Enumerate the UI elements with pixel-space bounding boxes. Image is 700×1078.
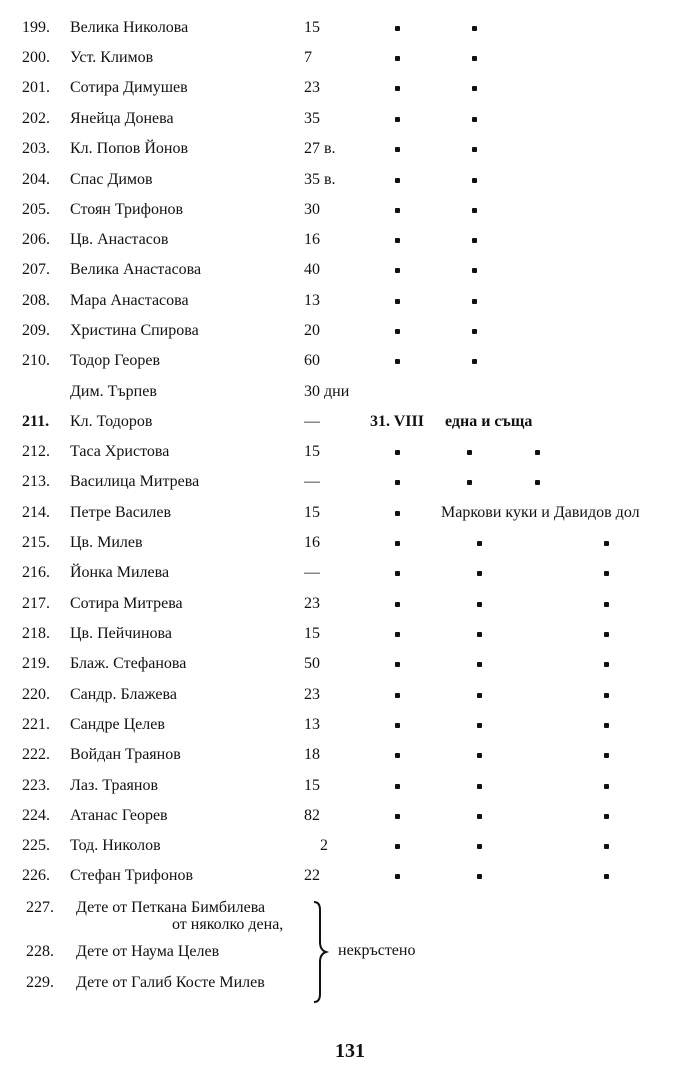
ditto-mark (395, 178, 400, 183)
entry-number: 222. (22, 746, 50, 763)
list-item (0, 834, 700, 858)
ditto-mark (395, 56, 400, 61)
ditto-mark (472, 299, 477, 304)
entry-number: 216. (22, 564, 50, 581)
list-item (0, 380, 700, 404)
ditto-mark (477, 784, 482, 789)
list-item (0, 289, 700, 313)
entry-age: 7 (304, 49, 312, 66)
entry-age: 30 дни (304, 383, 350, 400)
entry-name: Цв. Анастасов (70, 231, 169, 248)
entry-number: 211. (22, 413, 50, 430)
list-item (0, 46, 700, 70)
entry-age: 27 в. (304, 140, 336, 157)
list-item (0, 774, 700, 798)
ditto-mark (535, 480, 540, 485)
list-item (0, 592, 700, 616)
entry-age: 15 (304, 504, 320, 521)
entry-number: 224. (22, 807, 50, 824)
ditto-mark (467, 480, 472, 485)
ditto-mark (472, 56, 477, 61)
entry-age: 60 (304, 352, 320, 369)
ditto-mark (395, 86, 400, 91)
list-item (0, 652, 700, 676)
list-item (0, 622, 700, 646)
entry-age: 2 (320, 837, 328, 854)
ditto-mark (472, 359, 477, 364)
ditto-mark (477, 632, 482, 637)
entry-number: 203. (22, 140, 50, 157)
ditto-mark (604, 602, 609, 607)
list-item (0, 319, 700, 343)
ditto-mark (477, 723, 482, 728)
entry-age: — (304, 564, 320, 581)
entry-name: Велика Николова (70, 19, 189, 36)
ditto-mark (604, 753, 609, 758)
entry-number: 201. (22, 79, 50, 96)
list-item (0, 864, 700, 888)
entry-name: Спас Димов (70, 171, 153, 188)
ditto-mark (477, 541, 482, 546)
ditto-mark (604, 632, 609, 637)
entry-number: 227. (26, 899, 54, 916)
ditto-mark (477, 662, 482, 667)
list-item (0, 470, 700, 494)
ditto-mark (395, 208, 400, 213)
ditto-mark (395, 784, 400, 789)
entry-number: 210. (22, 352, 50, 369)
entry-age: 16 (304, 231, 320, 248)
ditto-mark (472, 329, 477, 334)
list-item (0, 168, 700, 192)
ditto-mark (472, 208, 477, 213)
ditto-mark (395, 268, 400, 273)
list-item (0, 561, 700, 585)
entry-name: Кл. Попов Йонов (70, 140, 188, 157)
entry-number: 208. (22, 292, 50, 309)
entry-name: Лаз. Траянов (70, 777, 159, 794)
list-item (0, 410, 700, 434)
ditto-mark (604, 784, 609, 789)
right-brace-icon (311, 900, 331, 1004)
entry-number: 229. (26, 974, 54, 991)
ditto-mark (395, 693, 400, 698)
place-note: Маркови куки и Давидов дол (441, 504, 640, 521)
entry-number: 209. (22, 322, 50, 339)
ditto-mark (395, 329, 400, 334)
entry-age: — (304, 413, 320, 430)
entry-name: Тод. Николов (70, 837, 161, 854)
entry-name: Таса Христова (70, 443, 170, 460)
entry-age: 13 (304, 716, 320, 733)
entry-number: 228. (26, 943, 54, 960)
entry-number: 217. (22, 595, 50, 612)
same-place-note: една и съща (445, 413, 533, 430)
ditto-mark (395, 238, 400, 243)
entry-name: Дете от Наума Целев (76, 943, 220, 960)
list-item (0, 349, 700, 373)
list-item (0, 804, 700, 828)
entry-name: Дете от Петкана Бимбилева (76, 899, 266, 916)
entry-number: 226. (22, 867, 50, 884)
entry-name: Сандр. Блажева (70, 686, 177, 703)
entry-name: Цв. Милев (70, 534, 143, 551)
list-item (0, 971, 700, 995)
ditto-mark (477, 571, 482, 576)
entry-age: 13 (304, 292, 320, 309)
entry-age: 23 (304, 686, 320, 703)
ditto-mark (477, 814, 482, 819)
ditto-mark (477, 693, 482, 698)
ditto-mark (604, 693, 609, 698)
ditto-mark (472, 86, 477, 91)
entry-age: 15 (304, 19, 320, 36)
entry-name: Цв. Пейчинова (70, 625, 172, 642)
ditto-mark (395, 359, 400, 364)
entry-number: 218. (22, 625, 50, 642)
entry-number: 206. (22, 231, 50, 248)
page-number: 131 (335, 1040, 365, 1062)
ditto-mark (535, 450, 540, 455)
ditto-mark (395, 26, 400, 31)
ditto-mark (395, 299, 400, 304)
entry-number: 207. (22, 261, 50, 278)
entry-age: 35 в. (304, 171, 336, 188)
entry-number: 225. (22, 837, 50, 854)
entry-name: Йонка Милева (70, 564, 170, 581)
ditto-mark (604, 814, 609, 819)
ditto-mark (395, 511, 400, 516)
list-item (0, 107, 700, 131)
ditto-mark (477, 753, 482, 758)
ditto-mark (395, 147, 400, 152)
unbaptized-note: некръстено (338, 942, 416, 959)
ditto-mark (604, 844, 609, 849)
ditto-mark (472, 238, 477, 243)
list-item (0, 683, 700, 707)
entry-number: 204. (22, 171, 50, 188)
entry-number: 212. (22, 443, 50, 460)
entry-number: 223. (22, 777, 50, 794)
ditto-mark (477, 874, 482, 879)
ditto-mark (395, 844, 400, 849)
entry-name: Сандре Целев (70, 716, 165, 733)
list-item (0, 76, 700, 100)
entry-name: Уст. Климов (70, 49, 154, 66)
ditto-mark (467, 450, 472, 455)
entry-name: Христина Спирова (70, 322, 199, 339)
ditto-mark (472, 26, 477, 31)
entry-name-continuation: от няколко дена, (172, 916, 284, 933)
ditto-mark (472, 178, 477, 183)
entry-name: Стефан Трифонов (70, 867, 193, 884)
entry-number: 219. (22, 655, 50, 672)
entry-number: 214. (22, 504, 50, 521)
list-item (0, 228, 700, 252)
ditto-mark (472, 268, 477, 273)
entry-name: Сотира Димушев (70, 79, 188, 96)
ditto-mark (395, 814, 400, 819)
ditto-mark (604, 723, 609, 728)
ditto-mark (604, 662, 609, 667)
entry-number: 220. (22, 686, 50, 703)
ditto-mark (472, 147, 477, 152)
list-item (0, 531, 700, 555)
entry-name: Петре Василев (70, 504, 172, 521)
entry-age: 82 (304, 807, 320, 824)
entry-age: 16 (304, 534, 320, 551)
entry-name: Василица Митрева (70, 473, 200, 490)
ditto-mark (395, 541, 400, 546)
list-item (0, 743, 700, 767)
ditto-mark (395, 753, 400, 758)
entry-age: 35 (304, 110, 320, 127)
list-item (0, 198, 700, 222)
entry-age: 23 (304, 595, 320, 612)
entry-age: 18 (304, 746, 320, 763)
entry-name: Стоян Трифонов (70, 201, 184, 218)
list-item (0, 137, 700, 161)
entry-age: 23 (304, 79, 320, 96)
entry-name: Велика Анастасова (70, 261, 202, 278)
ditto-mark (395, 117, 400, 122)
entry-name: Дим. Търпев (70, 383, 157, 400)
ditto-mark (395, 874, 400, 879)
entry-name: Блаж. Стефанова (70, 655, 187, 672)
ditto-mark (477, 844, 482, 849)
entry-age: 15 (304, 443, 320, 460)
entry-age: 30 (304, 201, 320, 218)
entry-age: 15 (304, 777, 320, 794)
list-item (0, 258, 700, 282)
ditto-mark (604, 874, 609, 879)
list-item (0, 713, 700, 737)
list-item (0, 913, 700, 937)
entry-name: Войдан Траянов (70, 746, 181, 763)
entry-number: 205. (22, 201, 50, 218)
entry-number: 221. (22, 716, 50, 733)
entry-name: Кл. Тодоров (70, 413, 153, 430)
ditto-mark (395, 450, 400, 455)
entry-name: Дете от Галиб Косте Милев (76, 974, 265, 991)
entry-age: — (304, 473, 320, 490)
ditto-mark (604, 541, 609, 546)
entry-age: 40 (304, 261, 320, 278)
entry-name: Сотира Митрева (70, 595, 183, 612)
ditto-mark (477, 602, 482, 607)
ditto-mark (395, 632, 400, 637)
ditto-mark (395, 662, 400, 667)
ditto-mark (395, 571, 400, 576)
ditto-mark (395, 480, 400, 485)
entry-name: Мара Анастасова (70, 292, 189, 309)
entry-name: Тодор Георев (70, 352, 161, 369)
entry-age: 22 (304, 867, 320, 884)
entry-age: 15 (304, 625, 320, 642)
list-item (0, 501, 700, 525)
date-note: 31. VIII (370, 413, 424, 430)
entry-name: Атанас Георев (70, 807, 168, 824)
entry-age: 20 (304, 322, 320, 339)
entry-number: 215. (22, 534, 50, 551)
entry-name: Янейца Донева (70, 110, 174, 127)
entry-age: 50 (304, 655, 320, 672)
ditto-mark (472, 117, 477, 122)
list-item (0, 16, 700, 40)
entry-number: 199. (22, 19, 50, 36)
ditto-mark (395, 602, 400, 607)
entry-number: 213. (22, 473, 50, 490)
list-item (0, 440, 700, 464)
ditto-mark (395, 723, 400, 728)
entry-number: 202. (22, 110, 50, 127)
ditto-mark (604, 571, 609, 576)
entry-number: 200. (22, 49, 50, 66)
